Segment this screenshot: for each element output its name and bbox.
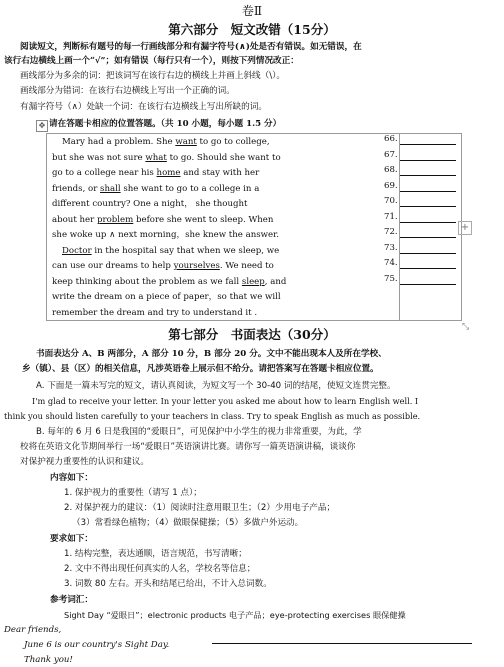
part6-instruction-4: 画线部分为错词：在该行右边横线上写出一个正确的词。 — [20, 86, 235, 96]
answer-blank[interactable] — [400, 222, 456, 223]
underlined-word: yourselves — [173, 261, 220, 271]
passage-text: she want to go to a college in a — [120, 183, 260, 194]
passage-text: to go to college, — [196, 137, 270, 147]
part7-b-text-2: 校将在英语文化节期间举行一场“爱眼日”英语演讲比赛。请你写一篇英语演讲稿，谈谈你 — [20, 442, 356, 452]
passage-line — [52, 307, 257, 319]
part7-a-text-1: I'm glad to receive your letter. In your letter you asked me about how to learn English well. I — [32, 396, 419, 406]
letter-opening: June 6 is our country's Sight Day. — [24, 640, 170, 650]
underlined-word: problem — [96, 214, 134, 225]
passage-line — [52, 214, 273, 226]
passage-text: in the hospital say that when we sleep, we — [91, 245, 280, 256]
passage-text: Mary had a problem. She — [62, 137, 176, 147]
passage-line — [52, 276, 286, 288]
question-number: 70. — [384, 196, 398, 206]
part7-intro-2: 乡（镇）、县（区）的相关信息，凡涉英语卷上展示但不给分。请把答案写在答题卡相应位置。 — [22, 364, 379, 374]
question-number: 69. — [384, 180, 398, 191]
passage-text: she woke up ∧ next morning，she knew the answer. — [52, 230, 279, 240]
requirement-1: 1. 结构完整，表达通顺，语言规范，书写清晰； — [64, 549, 247, 559]
answer-blank[interactable] — [400, 237, 456, 238]
passage-text: about her — [52, 214, 97, 225]
passage-line — [52, 152, 281, 164]
passage-text: to go. Should she want to — [166, 152, 281, 163]
question-number: 72. — [384, 227, 398, 237]
part6-instruction-5: 有漏字符号（∧）处缺一个词：在该行右边横线上写出所缺的词。 — [20, 102, 267, 112]
passage-text: keep thinking about the problem as we fall — [52, 276, 242, 287]
volume-label: 卷Ⅱ — [241, 4, 263, 18]
answer-blank[interactable] — [400, 144, 456, 145]
passage-line — [62, 136, 270, 148]
letter-closing: Thank you! — [24, 655, 73, 665]
part6-instruction-6: 请在答题卡相应的位置答题。（共 10 小题，每小题 1.5 分） — [49, 119, 282, 129]
vocab-title: 参考词汇： — [50, 595, 93, 605]
passage-text: write the dream on a piece of paper，so that we will — [52, 292, 281, 302]
part7-a-text-2: think you should listen carefully to your teachers in class. Try to speak English as much as possible. — [4, 411, 421, 421]
question-number: 75. — [384, 273, 398, 284]
passage-line — [52, 260, 274, 272]
part7-intro-1: 书面表达分 A、B 两部分，A 部分 10 分，B 部分 20 分。文中不能出现本人及所在学校、 — [36, 349, 387, 359]
answer-blank[interactable] — [400, 191, 456, 192]
passage-text: different country? One a night， — [52, 199, 193, 209]
vocab-list: Sight Day “爱眼日”；electronic products 电子产品；eye-protecting exercises 眼保健操 — [64, 610, 406, 620]
passage-text: . We need to — [219, 261, 274, 271]
passage-text: go to a college near his — [52, 168, 157, 178]
question-number: 74. — [384, 258, 398, 268]
part7-a-instruction: A. 下面是一篇未写完的短文，请认真阅读，为短文写一个 30-40 词的结尾，使短文连贯完整。 — [36, 381, 396, 391]
requirements-title: 要求如下： — [50, 534, 93, 544]
part7-b-text-1: B. 每年的 6 月 6 日是我国的“爱眼日”，可见保护中小学生的视力非常重要，为此，学 — [36, 427, 362, 437]
content-item-1: 1. 保护视力的重要性（请写 1 点）； — [64, 488, 202, 498]
requirement-2: 2. 文中不得出现任何真实的人名，学校名等信息； — [64, 564, 256, 574]
underlined-word: what — [145, 152, 167, 163]
answer-blank[interactable] — [400, 175, 456, 176]
requirement-3: 3. 词数 80 左右。开头和结尾已给出，不计入总词数。 — [64, 579, 272, 589]
content-item-2: 2. 对保护视力的建议：（1）阅读时注意用眼卫生；（2）少用电子产品； — [64, 503, 336, 513]
question-number: 73. — [384, 242, 398, 253]
answer-blank[interactable] — [400, 253, 456, 254]
underlined-word: want — [175, 137, 197, 147]
content-title: 内容如下： — [50, 473, 93, 483]
answer-writing-line[interactable] — [212, 643, 472, 644]
passage-line — [52, 229, 279, 241]
letter-greeting: Dear friends, — [4, 625, 62, 635]
passage-line — [52, 167, 259, 179]
passage-text: before she went to sleep. When — [133, 214, 274, 225]
passage-line — [62, 245, 279, 257]
passage-line — [52, 291, 281, 303]
part6-instruction-1: 阅读短文，判断标有题号的每一行画线部分和有漏字符号(∧)处是否有错误。如无错误，在 — [20, 42, 362, 52]
passage-line — [52, 183, 259, 195]
passage-text: , and — [264, 276, 287, 287]
question-number: 66. — [384, 134, 398, 144]
add-row-icon[interactable]: + — [458, 221, 472, 235]
table-divider — [399, 134, 400, 320]
question-number: 68. — [384, 165, 398, 175]
part6-instruction-2: 该行右边横线上画一个“√”；如有错误（每行只有一个），则按下列情况改正： — [4, 56, 299, 66]
part6-title: 第六部分 短文改错（15分） — [168, 22, 336, 37]
part7-title: 第七部分 书面表达（30分） — [168, 327, 336, 342]
passage-line — [52, 198, 247, 210]
question-number: 67. — [384, 149, 398, 160]
content-item-3: （3）常看绿色植物；（4）做眼保健操；（5）多做户外运动。 — [72, 518, 304, 528]
underlined-word: sleep — [241, 276, 265, 287]
passage-text: can use our dreams to help — [52, 261, 174, 271]
underlined-word: shall — [100, 183, 121, 194]
table-resize-handle-icon[interactable]: ⤡ — [462, 322, 470, 332]
passage-text: but she was not sure — [52, 152, 146, 163]
part7-b-text-3: 对保护视力重要性的认识和建议。 — [20, 457, 149, 467]
underlined-word: home — [156, 168, 181, 178]
question-number: 71. — [384, 211, 398, 222]
underlined-word: Doctor — [62, 245, 92, 256]
answer-blank[interactable] — [400, 160, 456, 161]
passage-text: friends, or — [52, 183, 101, 194]
answer-blank[interactable] — [400, 206, 456, 207]
answer-blank[interactable] — [400, 284, 456, 285]
part6-instruction-3: 画线部分为多余的词：把该词写在该行右边的横线上并画上斜线（\）。 — [20, 71, 286, 81]
passage-text: and stay with her — [180, 168, 260, 178]
passage-text: remember the dream and try to understand it . — [52, 307, 258, 318]
table-move-handle-icon[interactable]: ✥ — [36, 120, 48, 132]
answer-blank[interactable] — [400, 268, 456, 269]
passage-text: she thought — [192, 199, 248, 209]
